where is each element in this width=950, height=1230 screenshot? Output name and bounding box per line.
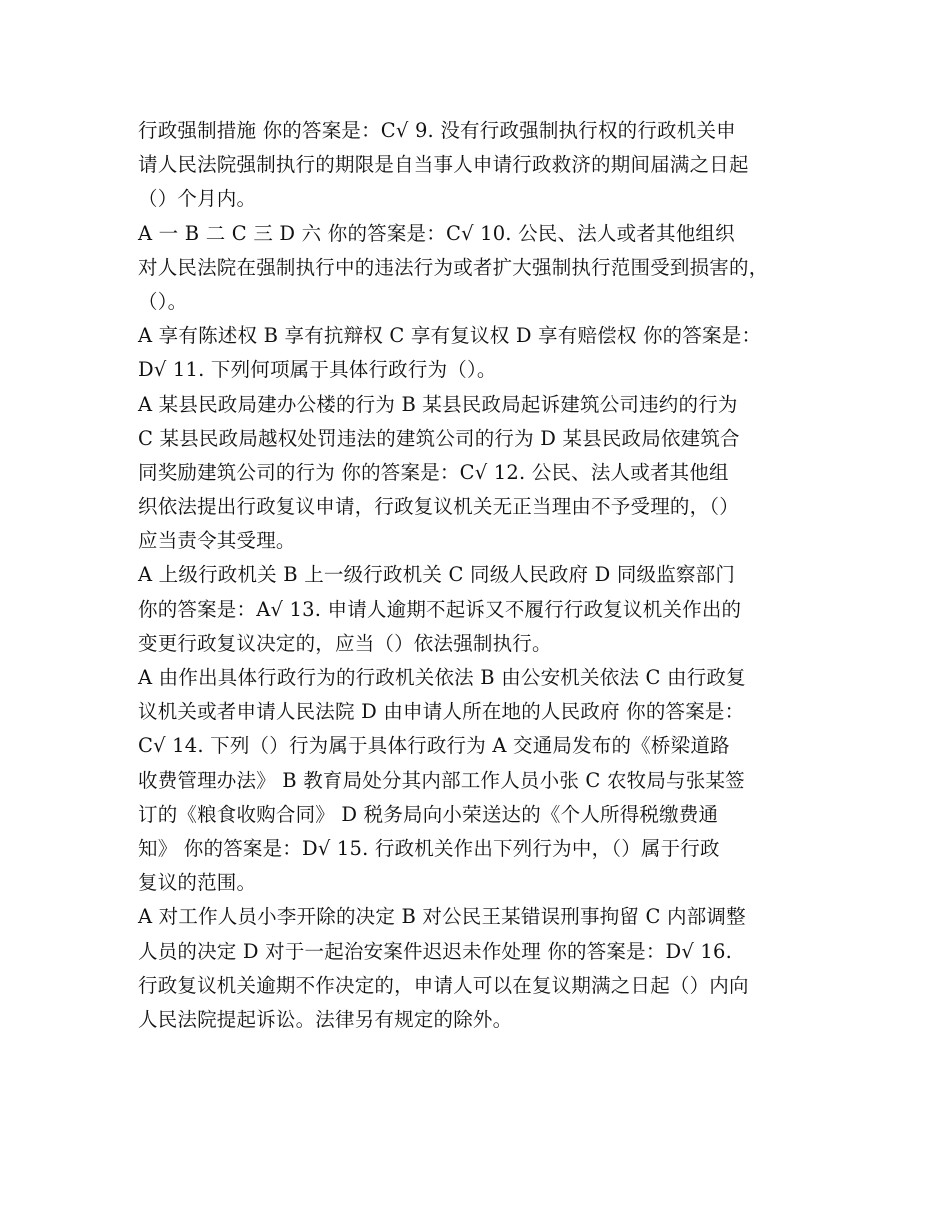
text-line-2: 请人民法院强制执行的期限是自当事人申请行政救济的期间届满之日起 bbox=[138, 153, 749, 177]
text-line-18: 议机关或者申请人民法院 D 由申请人所在地的人民政府 你的答案是： bbox=[138, 700, 745, 724]
text-line-5: 对人民法院在强制执行中的违法行为或者扩大强制执行范围受到损害的， bbox=[138, 255, 769, 279]
text-line-23: 复议的范围。 bbox=[138, 871, 257, 895]
text-line-15: 你的答案是：A√ 13. 申请人逾期不起诉又不履行行政复议机关作出的 bbox=[138, 597, 742, 621]
text-line-24: A 对工作人员小李开除的决定 B 对公民王某错误刑事拘留 C 内部调整 bbox=[138, 905, 746, 929]
text-line-13: 应当责令其受理。 bbox=[138, 529, 296, 553]
text-line-17: A 由作出具体行政行为的行政机关依法 B 由公安机关依法 C 由行政复 bbox=[138, 666, 746, 689]
text-line-8: D√ 11. 下列何项属于具体行政行为（）。 bbox=[138, 358, 497, 382]
text-line-4: A 一 B 二 C 三 D 六 你的答案是：C√ 10. 公民、法人或者其他组织 bbox=[138, 221, 735, 245]
text-line-20: 收费管理办法》 B 教育局处分其内部工作人员小张 C 农牧局与张某签 bbox=[138, 768, 745, 792]
text-line-19: C√ 14. 下列（）行为属于具体行政行为 A 交通局发布的《桥梁道路 bbox=[138, 734, 730, 758]
text-line-11: 同奖励建筑公司的行为 你的答案是：C√ 12. 公民、法人或者其他组 bbox=[138, 460, 729, 484]
text-line-14: A 上级行政机关 B 上一级行政机关 C 同级人民政府 D 同级监察部门 bbox=[138, 563, 736, 587]
text-line-1: 行政强制措施 你的答案是：C√ 9. 没有行政强制执行权的行政机关申 bbox=[138, 119, 736, 142]
text-line-10: C 某县民政局越权处罚违法的建筑公司的行为 D 某县民政局依建筑合 bbox=[138, 426, 740, 450]
text-line-16: 变更行政复议决定的，应当（）依法强制执行。 bbox=[138, 631, 552, 655]
document-body bbox=[138, 114, 828, 1037]
text-line-21: 订的《粮食收购合同》 D 税务局向小荣送达的《个人所得税缴费通 bbox=[138, 802, 719, 826]
text-line-6: （）。 bbox=[138, 289, 188, 313]
text-line-26: 行政复议机关逾期不作决定的，申请人可以在复议期满之日起（）内向 bbox=[138, 973, 749, 997]
text-line-12: 织依法提出行政复议申请，行政复议机关无正当理由不予受理的，（） bbox=[138, 495, 739, 519]
text-line-27: 人民法院提起诉讼。法律另有规定的除外。 bbox=[138, 1007, 513, 1031]
text-line-9: A 某县民政局建办公楼的行为 B 某县民政局起诉建筑公司违约的行为 bbox=[138, 392, 738, 416]
text-line-3: （）个月内。 bbox=[138, 187, 257, 211]
text-line-22: 知》 你的答案是：D√ 15. 行政机关作出下列行为中，（）属于行政 bbox=[138, 836, 720, 860]
text-line-7: A 享有陈述权 B 享有抗辩权 C 享有复议权 D 享有赔偿权 你的答案是： bbox=[138, 324, 762, 348]
text-line-25: 人员的决定 D 对于一起治安案件迟迟未作处理 你的答案是：D√ 16. bbox=[138, 939, 732, 963]
